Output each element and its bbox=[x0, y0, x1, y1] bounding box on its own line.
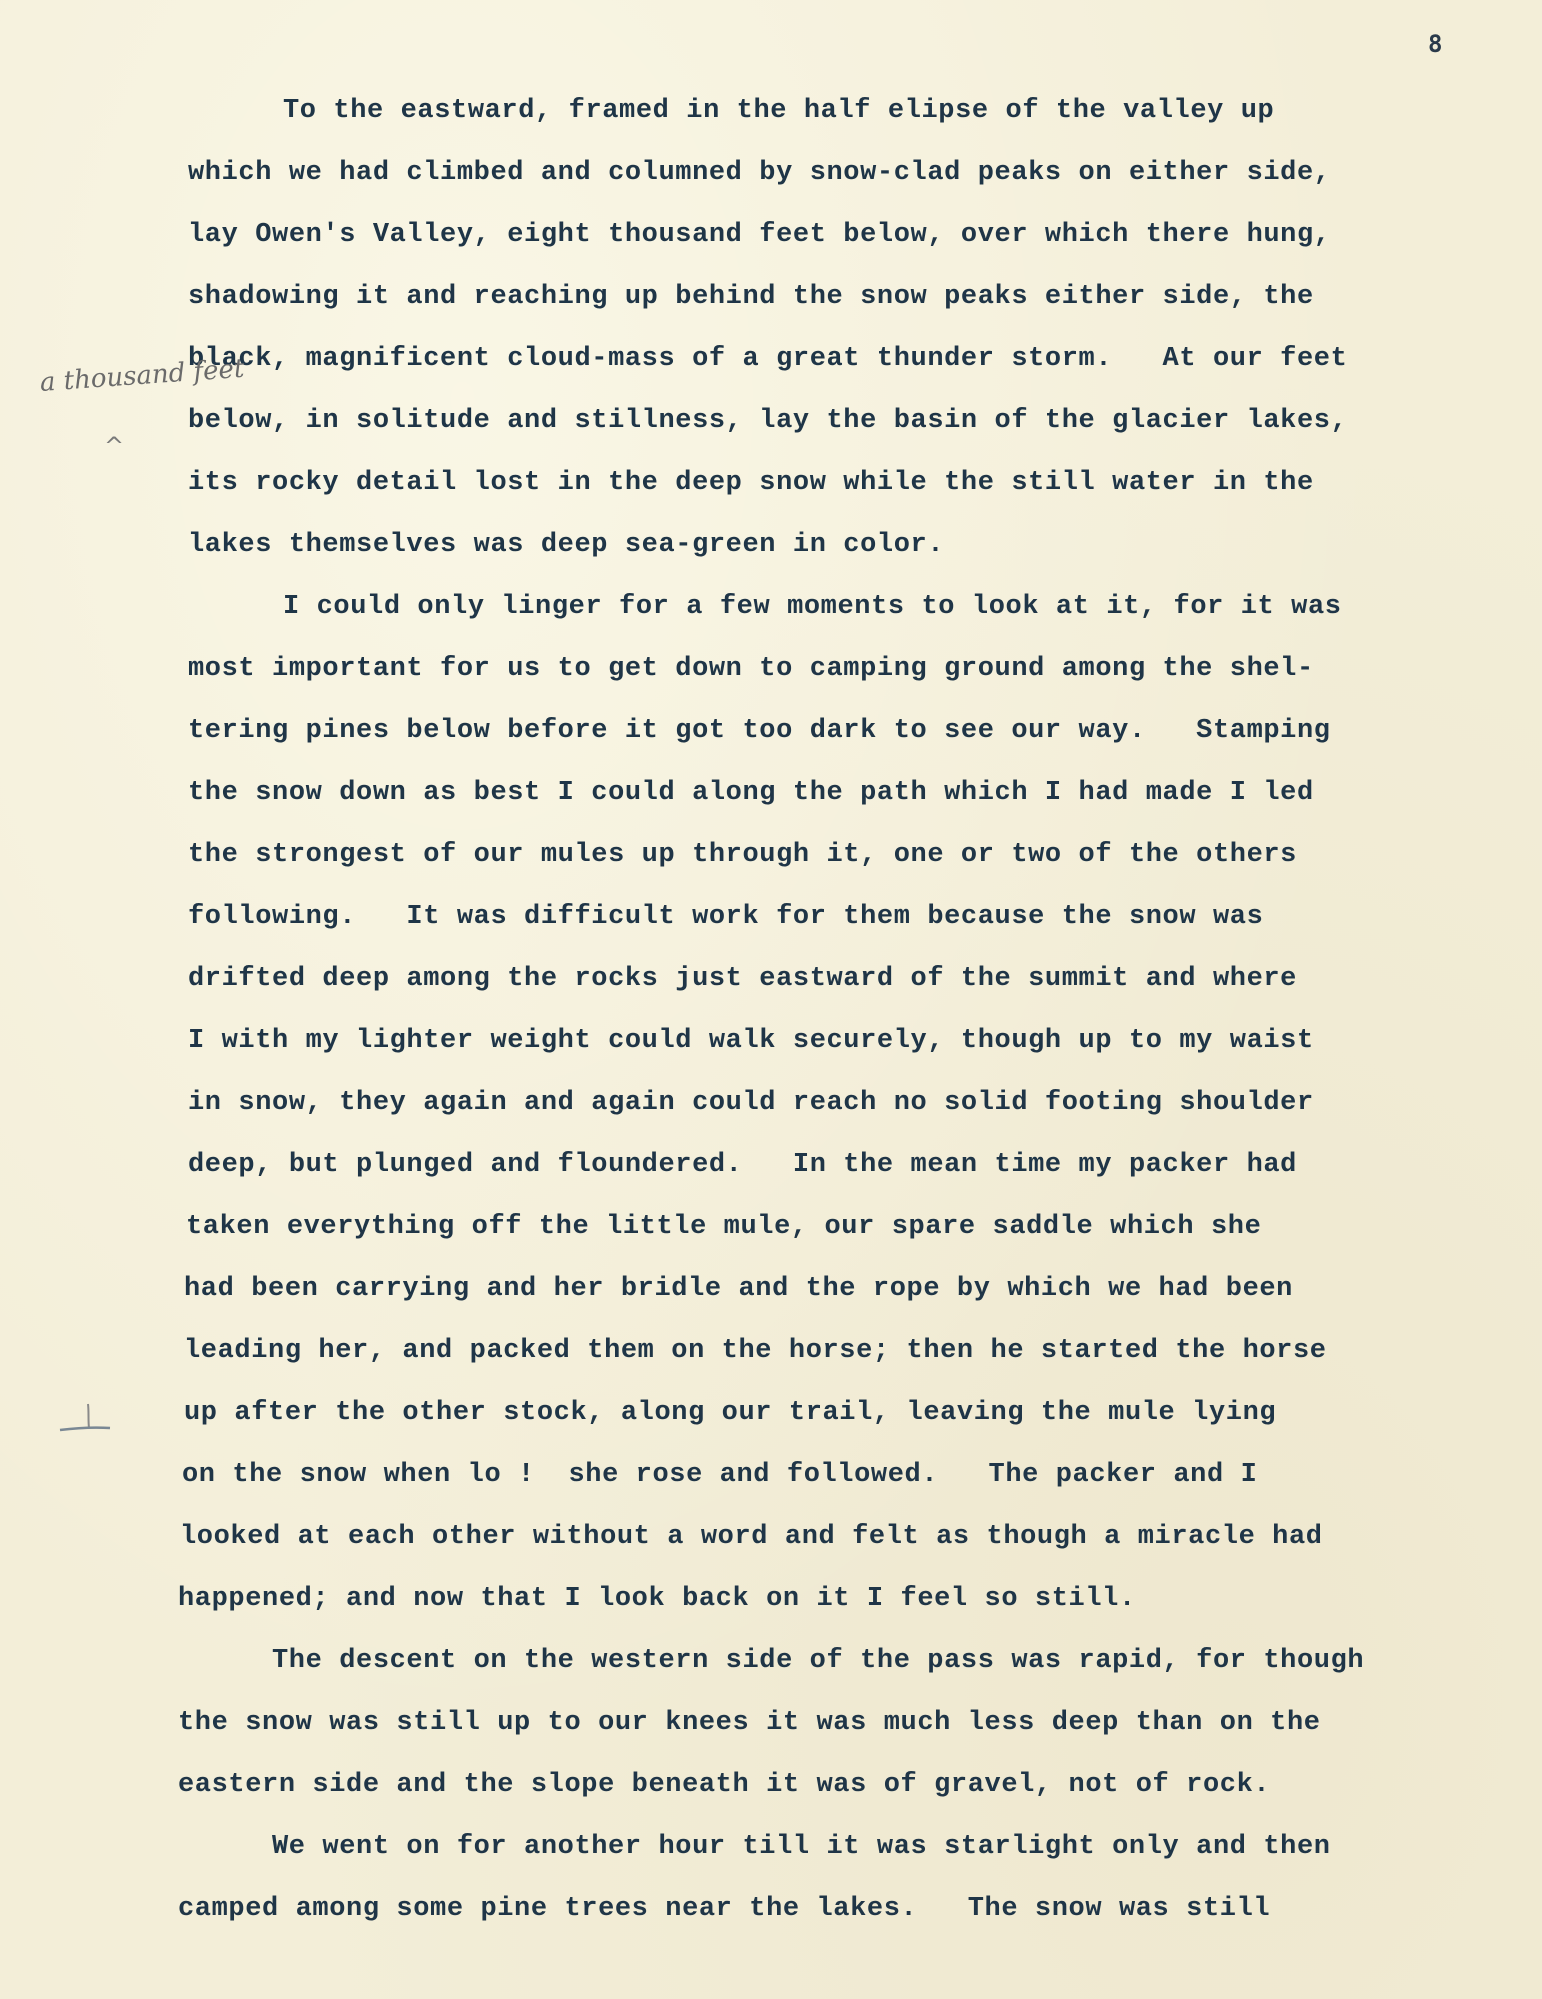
text-line-16: I with my lighter weight could walk securely, though up to my waist bbox=[188, 1026, 1314, 1056]
text-line-11: tering pines below before it got too dark to see our way. Stamping bbox=[188, 716, 1331, 746]
text-line-26: The descent on the western side of the pass was rapid, for though bbox=[272, 1646, 1365, 1676]
text-line-5: black, magnificent cloud-mass of a great thunder storm. At our feet bbox=[188, 344, 1348, 374]
text-line-27: the snow was still up to our knees it was much less deep than on the bbox=[178, 1708, 1321, 1738]
text-line-4: shadowing it and reaching up behind the snow peaks either side, the bbox=[188, 282, 1314, 312]
text-line-17: in snow, they again and again could reach no solid footing shoulder bbox=[188, 1088, 1314, 1118]
text-line-18: deep, but plunged and floundered. In the mean time my packer had bbox=[188, 1150, 1297, 1180]
insertion-caret: ^ bbox=[104, 432, 125, 460]
text-line-19: taken everything off the little mule, our spare saddle which she bbox=[186, 1212, 1262, 1242]
text-line-3: lay Owen's Valley, eight thousand feet below, over which there hung, bbox=[188, 220, 1331, 250]
text-line-25: happened; and now that I look back on it I feel so still. bbox=[178, 1584, 1136, 1614]
text-line-10: most important for us to get down to camping ground among the shel- bbox=[188, 654, 1314, 684]
text-line-23: on the snow when lo ! she rose and followed. The packer and I bbox=[182, 1460, 1258, 1490]
text-line-2: which we had climbed and columned by snow-clad peaks on either side, bbox=[188, 158, 1331, 188]
text-line-13: the strongest of our mules up through it, one or two of the others bbox=[188, 840, 1297, 870]
text-line-20: had been carrying and her bridle and the rope by which we had been bbox=[184, 1274, 1293, 1304]
text-line-14: following. It was difficult work for them because the snow was bbox=[188, 902, 1264, 932]
text-line-7: its rocky detail lost in the deep snow while the still water in the bbox=[188, 468, 1314, 498]
page-number: 8 bbox=[1428, 30, 1443, 58]
text-line-21: leading her, and packed them on the horse; then he started the horse bbox=[184, 1336, 1327, 1366]
text-line-9: I could only linger for a few moments to look at it, for it was bbox=[283, 592, 1342, 622]
text-line-22: up after the other stock, along our trail, leaving the mule lying bbox=[184, 1398, 1277, 1428]
text-line-6: below, in solitude and stillness, lay the basin of the glacier lakes, bbox=[188, 406, 1348, 436]
text-line-29: We went on for another hour till it was starlight only and then bbox=[272, 1832, 1331, 1862]
text-line-8: lakes themselves was deep sea-green in color. bbox=[188, 530, 945, 560]
text-line-28: eastern side and the slope beneath it was of gravel, not of rock. bbox=[178, 1770, 1271, 1800]
text-line-15: drifted deep among the rocks just eastward of the summit and where bbox=[188, 964, 1297, 994]
text-line-24: looked at each other without a word and felt as though a miracle had bbox=[180, 1522, 1323, 1552]
text-line-12: the snow down as best I could along the path which I had made I led bbox=[188, 778, 1314, 808]
text-line-30: camped among some pine trees near the lakes. The snow was still bbox=[178, 1894, 1271, 1924]
text-line-1: To the eastward, framed in the half elipse of the valley up bbox=[283, 96, 1275, 126]
handwritten-margin-note: a thousand feet bbox=[38, 353, 246, 398]
pencil-dash-mark bbox=[58, 1400, 112, 1440]
